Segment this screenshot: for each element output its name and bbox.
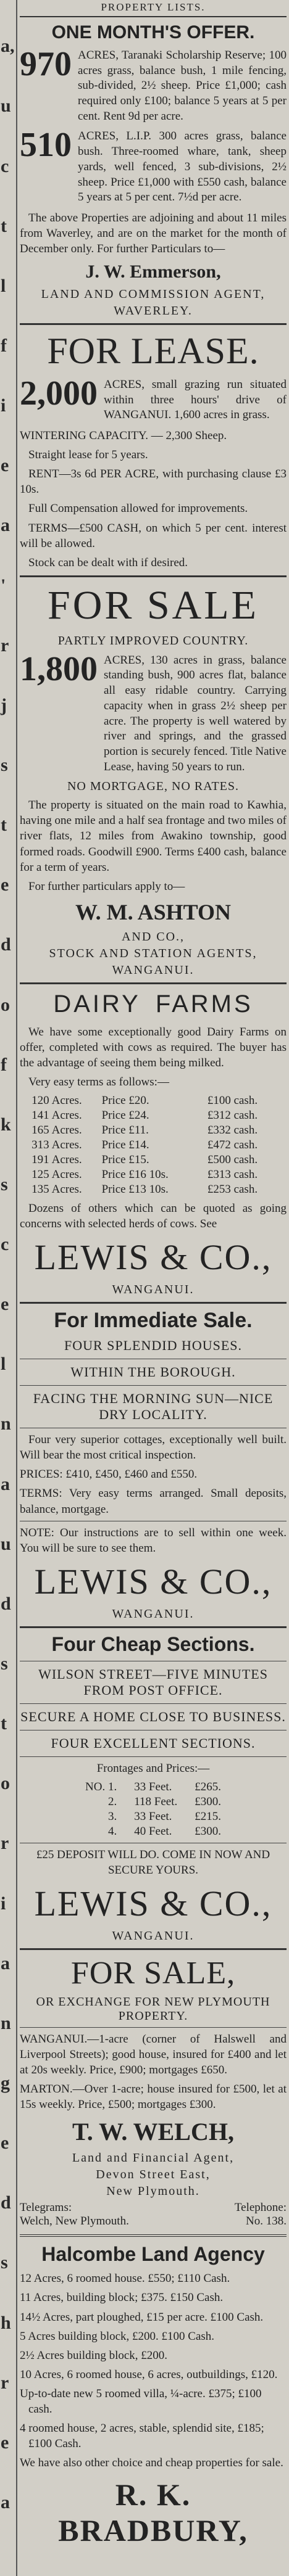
table-cell: Price £11. [101, 1124, 149, 1137]
list-item: 12 Acres, 6 roomed house. £550; £110 Cash. [20, 2272, 230, 2286]
agent-town: New Plymouth. [106, 2184, 200, 2199]
ad-headline [20, 990, 287, 1018]
table-cell: Acres. [51, 1168, 82, 1182]
lot-description: ACRES, small grazing run situated within three hours' drive of WANGANUI. 1,600 acres in grass. [104, 378, 287, 422]
ad-subheading: WITHIN THE BOROUGH. [70, 1364, 236, 1380]
table-cell: 33 Feet. [134, 1809, 172, 1823]
column-fragment-letter: f [1, 335, 7, 356]
ad-subheading: FOUR SPLENDID HOUSES. [64, 1338, 243, 1354]
headline-word: DAIRY [53, 990, 141, 1018]
table-cell: 2. [107, 1795, 117, 1808]
list-item: 4 roomed house, 2 acres, stable, splendid site, £185; £100 Cash. [20, 2422, 264, 2451]
headline-word: FARMS [155, 990, 253, 1018]
list-item: 14½ Acres, part ploughed, £15 per acre. £100 Cash. [20, 2310, 264, 2324]
ad-paragraph: Four very superior cottages, exceptionally well built. Will bear the most critical inspection. [20, 1433, 287, 1462]
column-fragment-letter: s [1, 2252, 8, 2273]
table-cell: NO. 1. [85, 1780, 117, 1793]
ad-headline: For Immediate Sale. [54, 1309, 253, 1333]
telegrams-label: Telegrams: [20, 2201, 72, 2215]
column-fragment-letter: t [1, 1713, 7, 1734]
lot-listing [20, 126, 287, 205]
ad-headline: FOR LEASE. [47, 331, 259, 372]
ad-subheading: PARTLY IMPROVED COUNTRY. [57, 633, 249, 648]
column-fragment-letter: u [1, 96, 11, 116]
column-fragment-letter: f [1, 1055, 7, 1075]
ad-line: Full Compensation allowed for improvements. [28, 502, 248, 516]
ad-line: RENT—3s 6d PER ACRE, with purchasing clause £3 10s. [20, 467, 287, 496]
ad-deposit: £25 DEPOSIT WILL DO. COME IN NOW AND SECURE YOURS. [36, 1848, 270, 1877]
agent-name: J. W. Emmerson, [85, 261, 221, 282]
table-cell: Price £24. [101, 1109, 149, 1122]
adjacent-column-fragment [0, 0, 17, 2576]
ad-headline: Four Cheap Sections. [51, 1632, 255, 1655]
ad-subheading: OR EXCHANGE FOR NEW PLYMOUTH PROPERTY. [36, 1995, 270, 2023]
lot-acreage: 2,000 [20, 374, 98, 413]
agent-address: Devon Street East, [96, 2168, 211, 2182]
agent-title: LAND AND COMMISSION AGENT, [41, 287, 266, 302]
ad-item: MARTON.—Over 1-acre; house insured for £500, let at 15s weekly. Price, £500; mortgages £300. [20, 2083, 287, 2112]
lot-description: ACRES, 130 acres in grass, balance standing bush, 900 acres flat, balance all easy ridable country. Carrying capacity when in grass 2½ sheep per acre. The property is well watered by river and springs, and the grassed portion is securely fenced. Title Native Lease, having 50 years to run. [104, 653, 287, 773]
ad-terms: TERMS: Very easy terms arranged. Small deposits, balance, mortgage. [20, 1487, 287, 1516]
table-cell: £300. [195, 1824, 221, 1838]
table-cell: Acres. [51, 1153, 82, 1167]
table-cell: £472 cash. [207, 1138, 258, 1152]
column-fragment-letter: k [1, 1114, 11, 1135]
column-fragment-letter: s [1, 1174, 8, 1195]
ad-paragraph: For further particulars apply to— [28, 879, 185, 893]
column-fragment-letter: d [1, 934, 11, 955]
lot-listing [20, 374, 287, 423]
column-fragment-letter: o [1, 995, 10, 1015]
lot-acreage: 1,800 [20, 649, 98, 688]
table-cell: 3. [107, 1809, 117, 1823]
column-fragment-letter: a [1, 515, 10, 535]
table-cell: 118 Feet. [134, 1795, 178, 1808]
running-head: PROPERTY LISTS. [20, 0, 287, 17]
agent-name: LEWIS & CO., [34, 1237, 272, 1278]
ad-for-lease [20, 330, 287, 570]
table-cell: 33 Feet. [134, 1780, 172, 1793]
column-fragment-letter: a, [1, 36, 15, 56]
agent-and: AND CO., [121, 929, 185, 944]
ad-headline: FOR SALE, [70, 1956, 236, 1991]
column-fragment-letter: h [1, 2313, 11, 2333]
lot-acreage: 510 [20, 126, 72, 165]
column-fragment-letter: l [1, 276, 6, 296]
table-row [20, 1138, 287, 1153]
column-fragment-letter: g [1, 2073, 10, 2093]
column-fragment-letter: s [1, 755, 8, 775]
ad-dairy-farms [20, 990, 287, 1297]
table-row [20, 1182, 287, 1197]
column-fragment-letter: n [1, 2013, 11, 2033]
table-cell: £500 cash. [207, 1153, 258, 1167]
agent-name: W. M. ASHTON [75, 899, 232, 924]
column-fragment-letter: c [1, 1234, 9, 1254]
ad-line: WINTERING CAPACITY. — 2,300 Sheep. [20, 429, 227, 443]
lot-acreage: 970 [20, 45, 72, 83]
ad-subheading: FACING THE MORNING SUN—NICE DRY LOCALITY. [33, 1391, 274, 1423]
column-fragment-letter: e [1, 2133, 9, 2153]
column-fragment-letter: u [1, 1534, 11, 1554]
column-fragment-letter: a [1, 1474, 10, 1494]
table-row [20, 1093, 287, 1108]
table-cell: Price £15. [101, 1153, 149, 1167]
table-cell: 191 [31, 1153, 49, 1167]
ad-paragraph: The property is situated on the main road to Kawhia, having one mile and a half sea frontage and two miles of river flats, 12 miles from Awakino township, good formed roads. Goodwill £900. Terms £400 cash, balance for a term of years. [20, 799, 287, 874]
table-cell: 4. [107, 1824, 117, 1838]
column-fragment-letter: r [1, 635, 9, 656]
ad-headline: FOR SALE [48, 582, 259, 628]
ad-item: WANGANUI.—1-acre (corner of Halswell and Liverpool Streets); good house, insured for £400 and let at 20s weekly. Price, £900; mortgages £650. [20, 2033, 287, 2077]
agent-town: WANGANUI. [112, 1929, 195, 1943]
table-cell: 141 [31, 1109, 49, 1122]
column-fragment-letter: c [1, 156, 9, 176]
ad-one-months-offer [20, 22, 287, 318]
ad-headline: ONE MONTH'S OFFER. [51, 22, 255, 43]
table-cell: £312 cash. [207, 1109, 258, 1122]
agent-title: Land and Financial Agent, [72, 2151, 235, 2165]
column-fragment-letter: e [1, 874, 9, 895]
column-fragment-letter: d [1, 1594, 11, 1614]
table-cell: £332 cash. [207, 1124, 258, 1137]
ad-line: TERMS—£500 CASH, on which 5 per cent. interest will be allowed. [20, 521, 287, 550]
ad-sale-or-exchange [20, 1955, 287, 2228]
ad-subheading: FOUR EXCELLENT SECTIONS. [51, 1735, 256, 1751]
ad-paragraph: We have some exceptionally good Dairy Farms on offer, completed with cows as required. The buyer has the advantage of seeing them being milked. [20, 1025, 287, 1069]
table-cell: Price £16 10s. [101, 1168, 169, 1182]
list-item: 2½ Acres building block, £200. [20, 2348, 168, 2362]
agent-name: LEWIS & CO., [34, 1561, 272, 1602]
ad-subheading: WILSON STREET—FIVE MINUTES FROM POST OFFICE. [38, 1666, 268, 1698]
table-cell: Acres. [51, 1109, 82, 1122]
table-row [77, 1780, 230, 1795]
table-row [77, 1809, 230, 1824]
table-cell: 135 [31, 1183, 49, 1196]
table-cell: 40 Feet. [134, 1824, 172, 1838]
column-fragment-letter: e [1, 2432, 9, 2453]
table-row [20, 1167, 287, 1182]
column-fragment-letter: i [1, 1893, 6, 1914]
agent-name: T. W. WELCH, [72, 2118, 234, 2146]
column-fragment-letter: i [1, 395, 6, 416]
agent-contacts [20, 2201, 287, 2228]
ad-paragraph: Dozens of others which can be quoted as going concerns with selected herds of cows. See [20, 1202, 287, 1231]
lot-description: ACRES, L.I.P. 300 acres grass, balance bush. Three-roomed whare, tank, sheep yards, well fenced, 3 sub-divisions, 2½ sheep. Price £1,000 with £550 cash, balance 5 years at 5 per cent. 7½d per acre. [78, 130, 287, 204]
agent-town: WANGANUI. [112, 1283, 195, 1297]
column-fragment-letter: r [1, 1833, 9, 1853]
column-fragment-letter: ' [1, 575, 6, 596]
ad-subheading: NO MORTGAGE, NO RATES. [67, 780, 240, 794]
table-cell: £265. [195, 1780, 221, 1793]
ad-headline: Halcombe Land Agency [41, 2243, 265, 2266]
column-fragment-letter: a [1, 1953, 10, 1973]
column-fragment-letter: t [1, 815, 7, 835]
ad-line: Stock can be dealt with if desired. [28, 556, 188, 569]
sections-price-table [77, 1780, 230, 1839]
list-item: 10 Acres, 6 roomed house, 6 acres, outbuildings, £120. [20, 2368, 278, 2381]
ad-note: The above Properties are adjoining and about 11 miles from Waverley, and are on the market for the month of December only. For further Particulars to— [20, 211, 287, 256]
column-fragment-letter: t [1, 216, 7, 236]
telegrams-value: Welch, New Plymouth. [20, 2215, 129, 2228]
advertisement-column [20, 0, 287, 2554]
table-heading: Frontages and Prices:— [96, 1761, 210, 1775]
lot-description: ACRES, Taranaki Scholarship Reserve; 100 acres grass, balance bush, 1 mile fencing, sub-divided, 2½ sheep. Price £1,000; cash required only £100; balance 5 years at 5 per cent. Rent 9d per acre. [78, 49, 287, 123]
table-cell: Price £13 10s. [101, 1183, 169, 1196]
agent-town: WANGANUI. [112, 963, 195, 977]
table-row [77, 1795, 230, 1809]
telephone-value: No. 138. [246, 2215, 287, 2228]
column-fragment-letter: n [1, 1414, 11, 1434]
agent-name: LEWIS & CO., [34, 1883, 272, 1924]
table-cell: Price £20. [101, 1094, 149, 1108]
column-fragment-letter: r [1, 2372, 9, 2393]
column-fragment-letter: o [1, 1773, 10, 1793]
ad-immediate-sale [20, 1309, 287, 1621]
column-fragment-letter: l [1, 1354, 6, 1374]
ad-line: Straight lease for 5 years. [28, 448, 148, 462]
table-row [20, 1123, 287, 1138]
ad-halcombe-land-agency [20, 2243, 287, 2548]
table-cell: 125 [31, 1168, 49, 1182]
lot-listing [20, 649, 287, 775]
ad-note: NOTE: Our instructions are to sell within one week. You will be sure to see them. [20, 1526, 287, 1555]
list-item: 11 Acres, building block; £375. £150 Cash. [20, 2291, 224, 2305]
table-cell: £215. [195, 1809, 221, 1823]
ad-paragraph: Very easy terms as follows:— [28, 1076, 169, 1088]
farm-price-table [20, 1093, 287, 1197]
column-fragment-letter: e [1, 455, 9, 475]
table-cell: £300. [195, 1795, 221, 1808]
table-cell: £100 cash. [207, 1094, 258, 1108]
telephone-label: Telephone: [234, 2201, 287, 2215]
list-item: 5 Acres building block, £200. £100 Cash. [20, 2329, 215, 2343]
lot-listing [20, 45, 287, 124]
list-item: Up-to-date new 5 roomed villa, ¼-acre. £375; £100 cash. [20, 2387, 262, 2416]
column-fragment-letter: s [1, 1653, 8, 1674]
table-row [20, 1108, 287, 1123]
telegrams-block [20, 2201, 129, 2228]
ad-prices: PRICES: £410, £450, £460 and £550. [20, 1468, 198, 1481]
table-cell: £313 cash. [207, 1168, 258, 1182]
table-cell: £253 cash. [207, 1183, 258, 1196]
telephone-block [235, 2201, 287, 2228]
table-cell: Acres. [51, 1183, 82, 1196]
column-fragment-letter: a [1, 2492, 10, 2512]
ad-cheap-sections [20, 1633, 287, 1943]
table-row [77, 1824, 230, 1839]
column-fragment-letter: e [1, 1294, 9, 1314]
agent-town: WANGANUI. [112, 1607, 195, 1621]
ad-subheading: SECURE A HOME CLOSE TO BUSINESS. [20, 1708, 286, 1724]
table-cell: Acres. [51, 1124, 82, 1137]
table-row [20, 1153, 287, 1167]
agent-title: STOCK AND STATION AGENTS, [49, 946, 258, 960]
table-cell: Acres. [51, 1138, 82, 1152]
agent-name: R. K. BRADBURY, [58, 2477, 248, 2548]
halcombe-listings [20, 2271, 287, 2471]
column-fragment-letter: j [1, 695, 7, 715]
column-fragment-letter: d [1, 2192, 11, 2213]
table-cell: 120 [31, 1094, 49, 1108]
table-cell: Acres. [51, 1094, 82, 1108]
agent-town: WAVERLEY. [114, 304, 193, 318]
table-cell: 313 [31, 1138, 49, 1152]
ad-for-sale-country [20, 582, 287, 977]
table-cell: Price £14. [101, 1138, 149, 1152]
list-item: We have also other choice and cheap properties for sale. [20, 2456, 283, 2470]
table-cell: 165 [31, 1124, 49, 1137]
